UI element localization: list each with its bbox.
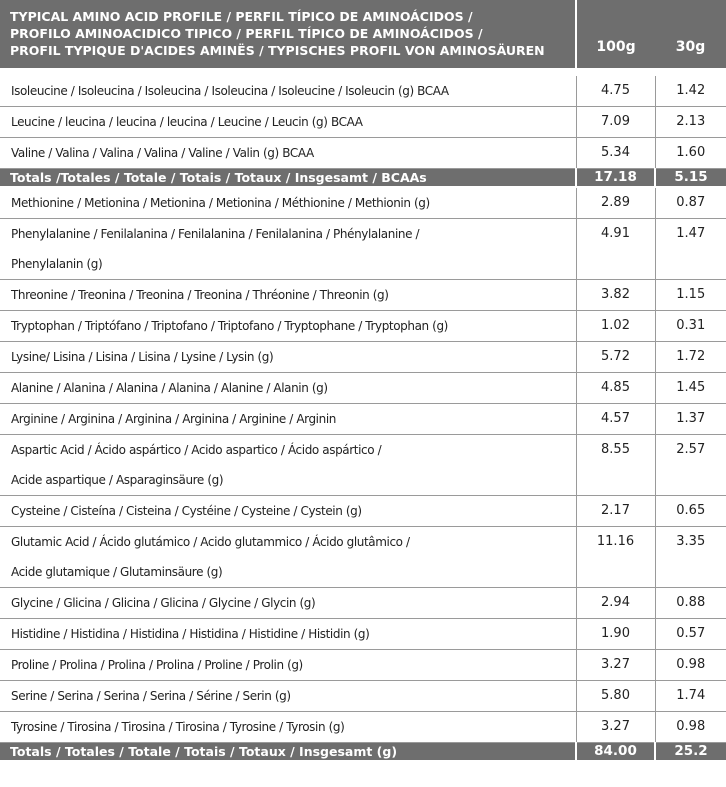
table-row <box>0 219 726 280</box>
table-row <box>0 311 726 342</box>
value-per-100g: 11.16 <box>576 527 655 588</box>
table-row <box>0 712 726 743</box>
table-row <box>0 527 726 588</box>
table-title: TYPICAL AMINO ACID PROFILE / PERFIL TÍPICO DE AMINOÁCIDOS / PROFILO AMINOACIDICO TIPICO / PERFIL TÍPICO DE AMINOÁCIDOS / PROFIL TYPIQUE D'ACIDES AMINËS / TYPISCHES PROFIL VON AMINOSÄUREN <box>0 0 576 72</box>
value-per-30g: 1.72 <box>655 342 726 373</box>
table-row <box>0 138 726 169</box>
value-per-100g: 4.57 <box>576 404 655 435</box>
value-per-100g: 1.90 <box>576 619 655 650</box>
amino-acid-name: Glycine / Glicina / Glicina / Glicina / Glycine / Glycin (g) <box>0 588 576 619</box>
value-per-100g: 4.75 <box>576 72 655 107</box>
amino-acid-name: Threonine / Treonina / Treonina / Treonina / Thréonine / Threonin (g) <box>0 280 576 311</box>
table-row <box>0 619 726 650</box>
table-row <box>0 588 726 619</box>
amino-acid-name: Isoleucine / Isoleucina / Isoleucina / Isoleucina / Isoleucine / Isoleucin (g) BCAA <box>0 72 576 107</box>
table-row <box>0 342 726 373</box>
value-per-30g: 1.60 <box>655 138 726 169</box>
value-per-30g: 1.45 <box>655 373 726 404</box>
value-per-30g: 1.47 <box>655 219 726 280</box>
value-per-100g: 5.72 <box>576 342 655 373</box>
table-row <box>0 280 726 311</box>
table-row <box>0 107 726 138</box>
table-row <box>0 404 726 435</box>
value-per-30g: 0.98 <box>655 650 726 681</box>
table-row <box>0 681 726 712</box>
column-header-100g: 100g <box>576 0 655 72</box>
amino-acid-name: Lysine/ Lisina / Lisina / Lisina / Lysine / Lysin (g) <box>0 342 576 373</box>
value-per-100g: 3.82 <box>576 280 655 311</box>
totals-label: Totals /Totales / Totale / Totais / Totaux / Insgesamt / BCAAs <box>0 169 576 188</box>
amino-acid-name: Proline / Prolina / Prolina / Prolina / Proline / Prolin (g) <box>0 650 576 681</box>
value-per-100g: 3.27 <box>576 712 655 743</box>
amino-acid-name: Histidine / Histidina / Histidina / Histidina / Histidine / Histidin (g) <box>0 619 576 650</box>
value-per-100g: 3.27 <box>576 650 655 681</box>
amino-acid-name: Valine / Valina / Valina / Valina / Valine / Valin (g) BCAA <box>0 138 576 169</box>
amino-acid-name: Tyrosine / Tirosina / Tirosina / Tirosina / Tyrosine / Tyrosin (g) <box>0 712 576 743</box>
value-per-30g: 25.2 <box>655 743 726 762</box>
value-per-100g: 2.17 <box>576 496 655 527</box>
table-row <box>0 650 726 681</box>
amino-acid-name: Aspartic Acid / Ácido aspártico / Acido aspartico / Ácido aspártico / Acide aspartique / Asparaginsäure (g) <box>0 435 576 496</box>
value-per-30g: 0.98 <box>655 712 726 743</box>
table-body <box>0 72 726 761</box>
value-per-100g: 4.85 <box>576 373 655 404</box>
value-per-100g: 1.02 <box>576 311 655 342</box>
value-per-30g: 0.57 <box>655 619 726 650</box>
amino-acid-name: Methionine / Metionina / Metionina / Metionina / Méthionine / Methionin (g) <box>0 187 576 219</box>
table-row <box>0 72 726 107</box>
table-row <box>0 187 726 219</box>
totals-row <box>0 743 726 762</box>
amino-acid-name: Phenylalanine / Fenilalanina / Fenilalanina / Fenilalanina / Phénylalanine / Phenylalanin (g) <box>0 219 576 280</box>
table-header <box>0 0 726 72</box>
totals-row <box>0 169 726 188</box>
value-per-100g: 84.00 <box>576 743 655 762</box>
value-per-30g: 0.31 <box>655 311 726 342</box>
header-row <box>0 0 726 72</box>
value-per-100g: 17.18 <box>576 169 655 188</box>
amino-acid-name: Alanine / Alanina / Alanina / Alanina / Alanine / Alanin (g) <box>0 373 576 404</box>
value-per-30g: 2.57 <box>655 435 726 496</box>
value-per-30g: 0.87 <box>655 187 726 219</box>
totals-label: Totals / Totales / Totale / Totais / Totaux / Insgesamt (g) <box>0 743 576 762</box>
amino-acid-name: Cysteine / Cisteína / Cisteina / Cystéine / Cysteine / Cystein (g) <box>0 496 576 527</box>
value-per-100g: 4.91 <box>576 219 655 280</box>
value-per-30g: 2.13 <box>655 107 726 138</box>
table-row <box>0 373 726 404</box>
amino-acid-name: Leucine / leucina / leucina / leucina / Leucine / Leucin (g) BCAA <box>0 107 576 138</box>
amino-acid-name: Serine / Serina / Serina / Serina / Sérine / Serin (g) <box>0 681 576 712</box>
value-per-30g: 1.74 <box>655 681 726 712</box>
value-per-100g: 7.09 <box>576 107 655 138</box>
table-row <box>0 435 726 496</box>
column-header-30g: 30g <box>655 0 726 72</box>
value-per-100g: 5.80 <box>576 681 655 712</box>
value-per-30g: 1.37 <box>655 404 726 435</box>
amino-acid-name: Glutamic Acid / Ácido glutámico / Acido glutammico / Ácido glutâmico / Acide glutamique / Glutaminsäure (g) <box>0 527 576 588</box>
value-per-30g: 5.15 <box>655 169 726 188</box>
value-per-30g: 0.65 <box>655 496 726 527</box>
value-per-30g: 1.42 <box>655 72 726 107</box>
table-row <box>0 496 726 527</box>
value-per-100g: 8.55 <box>576 435 655 496</box>
amino-acid-name: Arginine / Arginina / Arginina / Arginina / Arginine / Arginin <box>0 404 576 435</box>
value-per-100g: 2.94 <box>576 588 655 619</box>
value-per-30g: 3.35 <box>655 527 726 588</box>
value-per-100g: 5.34 <box>576 138 655 169</box>
amino-acid-name: Tryptophan / Triptófano / Triptofano / Triptofano / Tryptophane / Tryptophan (g) <box>0 311 576 342</box>
value-per-30g: 0.88 <box>655 588 726 619</box>
value-per-30g: 1.15 <box>655 280 726 311</box>
value-per-100g: 2.89 <box>576 187 655 219</box>
